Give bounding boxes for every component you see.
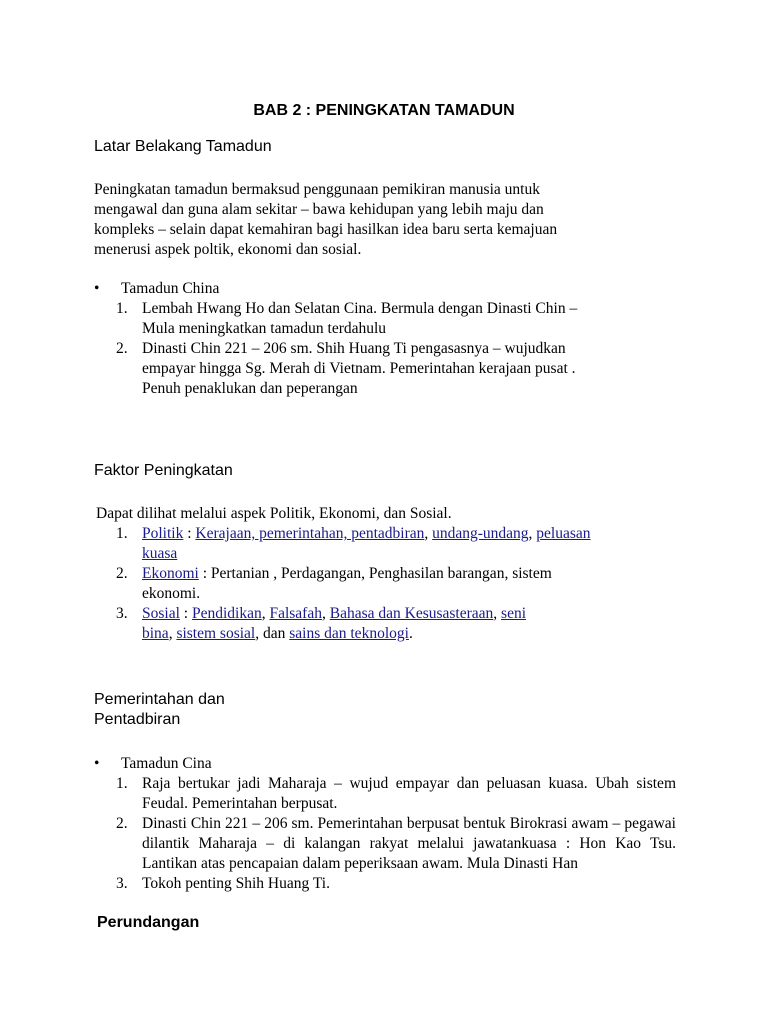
link-bina[interactable]: bina xyxy=(142,625,169,642)
list-text: Tokoh penting Shih Huang Ti. xyxy=(142,875,330,892)
link-ekonomi[interactable]: Ekonomi xyxy=(142,565,199,582)
list-item xyxy=(116,524,676,564)
list-line xyxy=(142,544,676,564)
list-text: Raja bertukar jadi Maharaja – wujud empayar dan peluasan kuasa. Ubah sistem Feudal. Pemerintahan berpusat. xyxy=(142,775,676,812)
link-sains-teknologi[interactable]: sains dan teknologi xyxy=(289,625,409,642)
list-number: 2. xyxy=(116,815,128,832)
list-item xyxy=(116,774,676,814)
separator: : xyxy=(183,525,196,542)
section-heading-faktor: Faktor Peningkatan xyxy=(94,462,233,479)
link-politik[interactable]: Politik xyxy=(142,525,184,542)
list-number: 1. xyxy=(116,300,128,317)
numbered-list xyxy=(116,299,676,399)
list-line xyxy=(142,564,676,584)
bullet-icon: • xyxy=(94,280,100,297)
separator: , xyxy=(168,625,177,642)
list-line xyxy=(142,624,676,644)
list-item xyxy=(116,814,676,874)
link-kerajaan[interactable]: Kerajaan, pemerintahan, pentadbiran xyxy=(195,525,425,542)
link-sistem-sosial[interactable]: sistem sosial xyxy=(176,625,256,642)
list-line xyxy=(142,604,676,624)
heading-line: Pemerintahan dan xyxy=(94,691,225,708)
faktor-intro: Dapat dilihat melalui aspek Politik, Ekonomi, dan Sosial. xyxy=(96,505,452,522)
link-peluasan[interactable]: peluasan xyxy=(536,525,591,542)
bullet-text: Tamadun Cina xyxy=(121,755,212,772)
link-falsafah[interactable]: Falsafah xyxy=(269,605,322,622)
section-heading-perundangan: Perundangan xyxy=(97,914,200,931)
list-line: empayar hingga Sg. Merah di Vietnam. Pemerintahan kerajaan pusat . xyxy=(142,360,576,377)
separator: , xyxy=(424,525,433,542)
list-item xyxy=(116,564,676,604)
list-number: 3. xyxy=(116,605,128,622)
paragraph-line: Peningkatan tamadun bermaksud penggunaan pemikiran manusia untuk xyxy=(94,181,540,198)
link-undang-undang[interactable]: undang-undang xyxy=(432,525,529,542)
list-number: 2. xyxy=(116,565,128,582)
link-kuasa[interactable]: kuasa xyxy=(142,545,178,562)
list-line: Mula meningkatkan tamadun terdahulu xyxy=(142,320,387,337)
list-line: Lembah Hwang Ho dan Selatan Cina. Bermula dengan Dinasti Chin – xyxy=(142,300,578,317)
separator: , xyxy=(493,605,502,622)
list-item xyxy=(116,299,676,339)
separator: : xyxy=(179,605,192,622)
list-item xyxy=(116,604,676,644)
bullet-icon: • xyxy=(94,755,100,772)
separator: , xyxy=(261,605,270,622)
paragraph-line: kompleks – selain dapat kemahiran bagi hasilkan idea baru serta kemajuan xyxy=(94,221,558,238)
separator: , dan xyxy=(255,625,290,642)
intro-paragraph xyxy=(94,180,654,260)
heading-line: Pentadbiran xyxy=(94,711,181,728)
list-item xyxy=(116,874,676,894)
page-title: BAB 2 : PENINGKATAN TAMADUN xyxy=(253,102,515,119)
list-line xyxy=(142,524,676,544)
bullet-item xyxy=(94,754,212,774)
separator: . xyxy=(408,625,413,642)
list-text: Dinasti Chin 221 – 206 sm. Pemerintahan berpusat bentuk Birokrasi awam – pegawai dilantik Maharaja – di kalangan rakyat melalui jawatankuasa : Hon Kao Tsu. Lantikan atas pencapaian dalam peperiksaan awam. Mula Dinasti Han xyxy=(142,815,676,872)
section-heading-pemerintahan xyxy=(94,690,225,730)
link-bahasa[interactable]: Bahasa dan Kesusasteraan xyxy=(329,605,494,622)
bullet-text: Tamadun China xyxy=(121,280,220,297)
link-pendidikan[interactable]: Pendidikan xyxy=(191,605,262,622)
list-number: 2. xyxy=(116,340,128,357)
numbered-list xyxy=(116,774,676,894)
link-sosial[interactable]: Sosial xyxy=(142,605,180,622)
paragraph-line: menerusi aspek poltik, ekonomi dan sosial. xyxy=(94,241,362,258)
section-heading-latar-belakang: Latar Belakang Tamadun xyxy=(94,138,272,155)
link-seni[interactable]: seni xyxy=(501,605,526,622)
separator: , xyxy=(321,605,330,622)
list-number: 1. xyxy=(116,775,128,792)
list-number: 3. xyxy=(116,875,128,892)
list-line: Penuh penaklukan dan peperangan xyxy=(142,380,358,397)
bullet-item xyxy=(94,279,219,299)
separator: , xyxy=(528,525,537,542)
list-line: Dinasti Chin 221 – 206 sm. Shih Huang Ti pengasasnya – wujudkan xyxy=(142,340,566,357)
faktor-list xyxy=(116,524,676,644)
list-item xyxy=(116,339,676,399)
list-text: : Pertanian , Perdagangan, Penghasilan barangan, sistem xyxy=(198,565,552,582)
list-line: ekonomi. xyxy=(142,585,201,602)
list-number: 1. xyxy=(116,525,128,542)
paragraph-line: mengawal dan guna alam sekitar – bawa kehidupan yang lebih maju dan xyxy=(94,201,544,218)
